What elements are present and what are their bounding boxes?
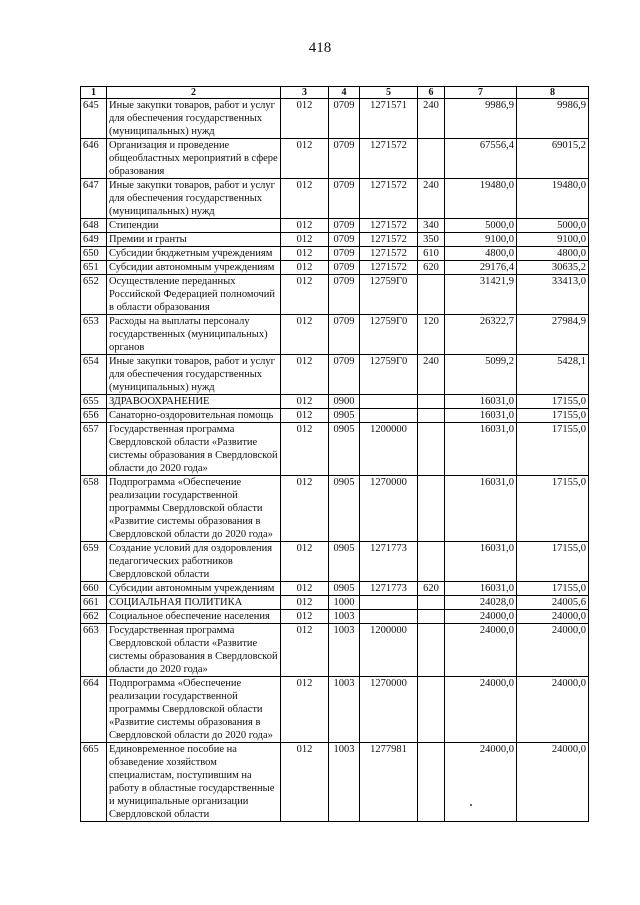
amount-col-8: 27984,9 (517, 315, 589, 355)
table-row (81, 275, 589, 315)
expense-name: Государственная программа Свердловской области «Развитие системы образования в Свердловской области до 2020 года» (107, 624, 281, 677)
amount-col-7: 16031,0 (445, 542, 517, 582)
expense-name: Иные закупки товаров, работ и услуг для обеспечения государственных (муниципальных) нужд (107, 99, 281, 139)
admin-code: 012 (281, 610, 329, 624)
target-code: 1277981 (360, 743, 418, 822)
amount-col-8: 19480,0 (517, 179, 589, 219)
table-row (81, 624, 589, 677)
row-number: 653 (81, 315, 107, 355)
target-code: 12759Г0 (360, 355, 418, 395)
section-code: 0905 (329, 542, 360, 582)
table-body (81, 99, 589, 822)
amount-col-8: 24000,0 (517, 610, 589, 624)
expense-name: Иные закупки товаров, работ и услуг для обеспечения государственных (муниципальных) нужд (107, 355, 281, 395)
expense-name: ЗДРАВООХРАНЕНИЕ (107, 395, 281, 409)
target-code: 1200000 (360, 624, 418, 677)
row-number: 665 (81, 743, 107, 822)
table-row (81, 233, 589, 247)
amount-col-7: 29176,4 (445, 261, 517, 275)
section-code: 0709 (329, 179, 360, 219)
target-code (360, 596, 418, 610)
amount-col-8: 5428,1 (517, 355, 589, 395)
target-code (360, 409, 418, 423)
row-number: 646 (81, 139, 107, 179)
section-code: 0905 (329, 409, 360, 423)
row-number: 658 (81, 476, 107, 542)
target-code: 1271572 (360, 179, 418, 219)
expense-type-code: 240 (418, 179, 445, 219)
amount-col-8: 33413,0 (517, 275, 589, 315)
amount-col-7: 16031,0 (445, 423, 517, 476)
section-code: 0709 (329, 355, 360, 395)
row-number: 650 (81, 247, 107, 261)
row-number: 647 (81, 179, 107, 219)
amount-col-7: 16031,0 (445, 582, 517, 596)
amount-col-7: 24028,0 (445, 596, 517, 610)
table-row (81, 610, 589, 624)
target-code: 1271572 (360, 261, 418, 275)
row-number: 659 (81, 542, 107, 582)
amount-col-7: 5099,2 (445, 355, 517, 395)
budget-table (80, 86, 589, 822)
amount-col-8: 24000,0 (517, 743, 589, 822)
header-col-3: 3 (281, 87, 329, 99)
section-code: 1003 (329, 743, 360, 822)
row-number: 657 (81, 423, 107, 476)
expense-type-code: 120 (418, 315, 445, 355)
table-header-row (81, 87, 589, 99)
amount-col-7: 31421,9 (445, 275, 517, 315)
admin-code: 012 (281, 355, 329, 395)
expense-type-code: 350 (418, 233, 445, 247)
section-code: 1000 (329, 596, 360, 610)
amount-col-7: 16031,0 (445, 476, 517, 542)
section-code: 0709 (329, 139, 360, 179)
admin-code: 012 (281, 624, 329, 677)
table-row (81, 139, 589, 179)
row-number: 652 (81, 275, 107, 315)
admin-code: 012 (281, 233, 329, 247)
admin-code: 012 (281, 261, 329, 275)
expense-name: Создание условий для оздоровления педагогических работников Свердловской области (107, 542, 281, 582)
section-code: 0709 (329, 233, 360, 247)
row-number: 648 (81, 219, 107, 233)
table-row (81, 542, 589, 582)
table-row (81, 355, 589, 395)
amount-col-7: 5000,0 (445, 219, 517, 233)
amount-col-8: 4800,0 (517, 247, 589, 261)
admin-code: 012 (281, 247, 329, 261)
expense-name: Осуществление переданных Российской Федерацией полномочий в области образования (107, 275, 281, 315)
expense-type-code (418, 610, 445, 624)
header-col-6: 6 (418, 87, 445, 99)
header-col-4: 4 (329, 87, 360, 99)
amount-col-7: 24000,0 (445, 743, 517, 822)
amount-col-7: 26322,7 (445, 315, 517, 355)
expense-type-code: 240 (418, 355, 445, 395)
row-number: 663 (81, 624, 107, 677)
admin-code: 012 (281, 677, 329, 743)
admin-code: 012 (281, 542, 329, 582)
amount-col-7: 4800,0 (445, 247, 517, 261)
target-code: 1200000 (360, 423, 418, 476)
expense-name: Расходы на выплаты персоналу государственных (муниципальных) органов (107, 315, 281, 355)
admin-code: 012 (281, 219, 329, 233)
section-code: 0905 (329, 423, 360, 476)
table-row (81, 476, 589, 542)
admin-code: 012 (281, 582, 329, 596)
section-code: 0905 (329, 582, 360, 596)
table-row (81, 409, 589, 423)
target-code (360, 610, 418, 624)
target-code: 1271572 (360, 219, 418, 233)
expense-type-code (418, 596, 445, 610)
target-code: 1271572 (360, 247, 418, 261)
amount-col-7: 24000,0 (445, 677, 517, 743)
amount-col-7: 9100,0 (445, 233, 517, 247)
section-code: 0709 (329, 315, 360, 355)
admin-code: 012 (281, 476, 329, 542)
admin-code: 012 (281, 743, 329, 822)
expense-type-code: 620 (418, 261, 445, 275)
target-code: 1271571 (360, 99, 418, 139)
expense-type-code (418, 624, 445, 677)
amount-col-8: 9100,0 (517, 233, 589, 247)
row-number: 655 (81, 395, 107, 409)
row-number: 662 (81, 610, 107, 624)
section-code: 0709 (329, 247, 360, 261)
table-row (81, 677, 589, 743)
expense-name: Подпрограмма «Обеспечение реализации государственной программы Свердловской области «Развитие системы образования в Свердловской области до 2020 года» (107, 677, 281, 743)
target-code (360, 395, 418, 409)
table-row (81, 395, 589, 409)
expense-type-code (418, 476, 445, 542)
admin-code: 012 (281, 315, 329, 355)
amount-col-8: 17155,0 (517, 542, 589, 582)
row-number: 656 (81, 409, 107, 423)
target-code: 1270000 (360, 476, 418, 542)
section-code: 0709 (329, 261, 360, 275)
table-row (81, 596, 589, 610)
row-number: 654 (81, 355, 107, 395)
amount-col-7: 19480,0 (445, 179, 517, 219)
admin-code: 012 (281, 423, 329, 476)
expense-name: Субсидии бюджетным учреждениям (107, 247, 281, 261)
row-number: 664 (81, 677, 107, 743)
amount-col-7: 24000,0 (445, 624, 517, 677)
row-number: 651 (81, 261, 107, 275)
section-code: 1003 (329, 624, 360, 677)
amount-col-7: 67556,4 (445, 139, 517, 179)
header-col-8: 8 (517, 87, 589, 99)
header-col-1: 1 (81, 87, 107, 99)
section-code: 1003 (329, 677, 360, 743)
amount-col-8: 30635,2 (517, 261, 589, 275)
expense-name: Премии и гранты (107, 233, 281, 247)
row-number: 649 (81, 233, 107, 247)
expense-type-code (418, 409, 445, 423)
section-code: 0900 (329, 395, 360, 409)
table-row (81, 423, 589, 476)
target-code: 1270000 (360, 677, 418, 743)
expense-type-code (418, 139, 445, 179)
expense-type-code (418, 677, 445, 743)
expense-name: СОЦИАЛЬНАЯ ПОЛИТИКА (107, 596, 281, 610)
amount-col-8: 9986,9 (517, 99, 589, 139)
expense-name: Стипендии (107, 219, 281, 233)
table-row (81, 247, 589, 261)
table-row (81, 99, 589, 139)
amount-col-8: 17155,0 (517, 395, 589, 409)
target-code: 1271773 (360, 542, 418, 582)
expense-type-code (418, 542, 445, 582)
table-row (81, 743, 589, 822)
admin-code: 012 (281, 139, 329, 179)
amount-col-7: 24000,0 (445, 610, 517, 624)
admin-code: 012 (281, 99, 329, 139)
amount-col-8: 17155,0 (517, 423, 589, 476)
admin-code: 012 (281, 409, 329, 423)
row-number: 645 (81, 99, 107, 139)
expense-name: Социальное обеспечение населения (107, 610, 281, 624)
section-code: 0709 (329, 275, 360, 315)
table-row (81, 315, 589, 355)
admin-code: 012 (281, 395, 329, 409)
header-col-7: 7 (445, 87, 517, 99)
amount-col-8: 69015,2 (517, 139, 589, 179)
expense-name: Государственная программа Свердловской области «Развитие системы образования в Свердловской области до 2020 года» (107, 423, 281, 476)
amount-col-8: 17155,0 (517, 582, 589, 596)
section-code: 0709 (329, 99, 360, 139)
target-code: 1271773 (360, 582, 418, 596)
target-code: 1271572 (360, 233, 418, 247)
expense-name: Единовременное пособие на обзаведение хозяйством специалистам, поступившим на работу в областные государственные и муниципальные организации Свердловской области (107, 743, 281, 822)
amount-col-8: 24000,0 (517, 677, 589, 743)
expense-name: Субсидии автономным учреждениям (107, 582, 281, 596)
expense-type-code (418, 423, 445, 476)
section-code: 1003 (329, 610, 360, 624)
admin-code: 012 (281, 596, 329, 610)
table-row (81, 261, 589, 275)
row-number: 660 (81, 582, 107, 596)
target-code: 1271572 (360, 139, 418, 179)
amount-col-8: 17155,0 (517, 476, 589, 542)
expense-type-code (418, 275, 445, 315)
admin-code: 012 (281, 179, 329, 219)
admin-code: 012 (281, 275, 329, 315)
amount-col-8: 17155,0 (517, 409, 589, 423)
scan-speck (470, 804, 472, 806)
row-number: 661 (81, 596, 107, 610)
amount-col-8: 24005,6 (517, 596, 589, 610)
amount-col-7: 16031,0 (445, 409, 517, 423)
header-col-2: 2 (107, 87, 281, 99)
section-code: 0709 (329, 219, 360, 233)
expense-type-code (418, 395, 445, 409)
amount-col-8: 24000,0 (517, 624, 589, 677)
expense-type-code: 240 (418, 99, 445, 139)
expense-name: Санаторно-оздоровительная помощь (107, 409, 281, 423)
expense-name: Организация и проведение общеобластных мероприятий в сфере образования (107, 139, 281, 179)
target-code: 12759Г0 (360, 275, 418, 315)
expense-name: Подпрограмма «Обеспечение реализации государственной программы Свердловской области «Развитие системы образования в Свердловской области до 2020 года» (107, 476, 281, 542)
expense-name: Иные закупки товаров, работ и услуг для обеспечения государственных (муниципальных) нужд (107, 179, 281, 219)
target-code: 12759Г0 (360, 315, 418, 355)
table-row (81, 582, 589, 596)
amount-col-7: 9986,9 (445, 99, 517, 139)
expense-type-code: 610 (418, 247, 445, 261)
expense-type-code: 340 (418, 219, 445, 233)
table-row (81, 219, 589, 233)
expense-type-code: 620 (418, 582, 445, 596)
amount-col-8: 5000,0 (517, 219, 589, 233)
section-code: 0905 (329, 476, 360, 542)
expense-name: Субсидии автономным учреждениям (107, 261, 281, 275)
page-number: 418 (308, 40, 332, 56)
expense-type-code (418, 743, 445, 822)
header-col-5: 5 (360, 87, 418, 99)
table-row (81, 179, 589, 219)
amount-col-7: 16031,0 (445, 395, 517, 409)
